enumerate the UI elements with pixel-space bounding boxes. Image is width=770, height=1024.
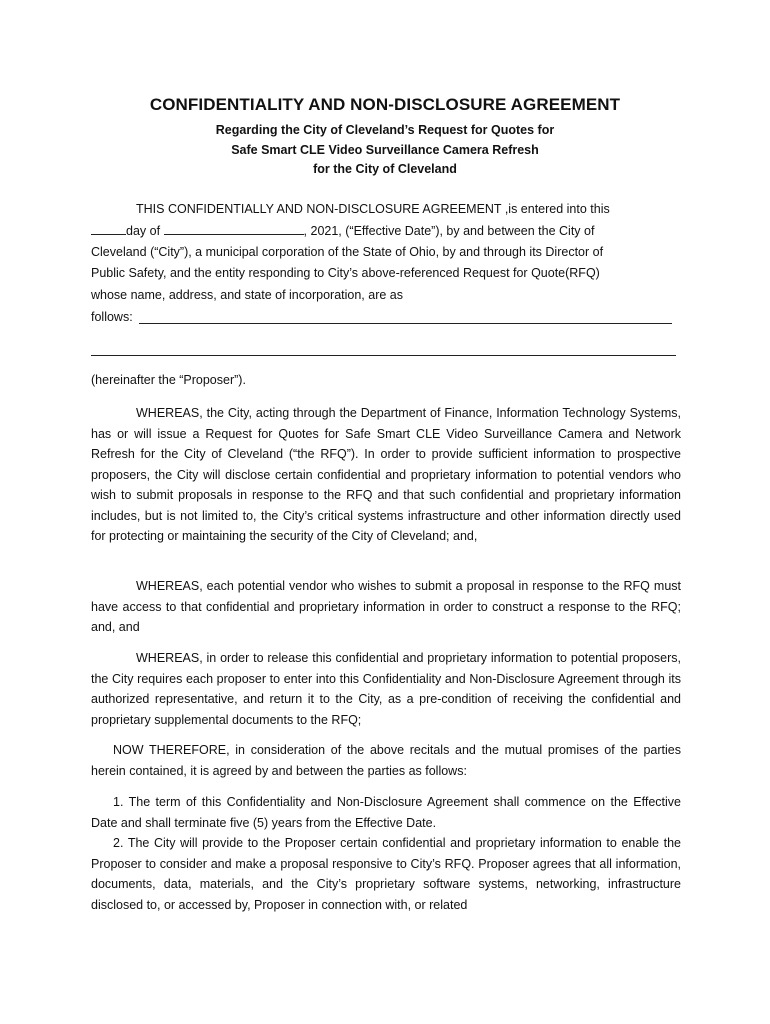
clause-1-text: 1. The term of this Confidentiality and Non-Disclosure Agreement shall commence on the Effective Date and shall terminate five (5) years from the Effective Date. — [91, 795, 681, 830]
now-therefore-text: NOW THEREFORE, in consideration of the above recitals and the mutual promises of the parties herein contained, it is agreed by and between the parties as follows: — [91, 743, 681, 778]
intro-line-2 — [91, 222, 681, 239]
whereas-1-text: WHEREAS, the City, acting through the Department of Finance, Information Technology Systems, has or will issue a Request for Quotes for Safe Smart CLE Video Surveillance Camera and Network Refresh for the City of Cleveland (“the RFQ”). In order to provide sufficient information to prospective proposers, the City will disclose certain confidential and proprietary information to potential vendors who wish to submit proposals in response to the RFQ and that such confidential and proprietary information includes, but is not limited to, the City’s critical systems infrastructure and other information directly used for protecting or maintaining the security of the City of Cleveland; and, — [91, 406, 681, 543]
intro-day-of: day of — [126, 224, 161, 238]
subtitle-line-1: Regarding the City of Cleveland’s Request for Quotes for — [215, 123, 555, 137]
intro-line-3: Cleveland (“City”), a municipal corporation of the State of Ohio, by and through its Director of — [91, 245, 604, 259]
subtitle-line-2: Safe Smart CLE Video Surveillance Camera Refresh — [231, 143, 539, 157]
subtitle-line-3: for the City of Cleveland — [313, 162, 457, 176]
intro-line-5: whose name, address, and state of incorporation, are as — [91, 288, 403, 302]
document-title: CONFIDENTIALITY AND NON-DISCLOSURE AGREEMENT — [149, 95, 621, 114]
clause-1 — [91, 792, 681, 833]
intro-effective-date: , 2021, (“Effective Date”), by and between the City of — [303, 224, 595, 238]
now-therefore — [91, 740, 681, 781]
intro-line-7: (hereinafter the “Proposer”). — [91, 373, 246, 387]
blank-month — [164, 222, 304, 235]
whereas-3 — [91, 648, 681, 730]
intro-line-1: THIS CONFIDENTIALLY AND NON-DISCLOSURE AGREEMENT ,is entered into this — [136, 202, 610, 216]
clause-2-text: 2. The City will provide to the Proposer certain confidential and proprietary information to enable the Proposer to consider and make a proposal responsive to City’s RFQ. Proposer agrees that all information, documents, data, materials, and the City’s proprietary software systems, networking, infrastructure disclosed to, or accessed by, Proposer in connection with, or related — [91, 836, 681, 912]
blank-day — [91, 222, 126, 235]
intro-line-4: Public Safety, and the entity responding to City’s above-referenced Request for Quote(RFQ) — [91, 266, 600, 280]
whereas-2-text: WHEREAS, each potential vendor who wishes to submit a proposal in response to the RFQ must have access to that confidential and proprietary information in order to construct a response to the RFQ; and, and — [91, 579, 681, 634]
clause-2 — [91, 833, 681, 915]
intro-follows: follows: — [91, 310, 133, 324]
whereas-2 — [91, 576, 681, 638]
proposer-info-line-2 — [91, 355, 676, 356]
whereas-3-text: WHEREAS, in order to release this confidential and proprietary information to potential proposers, the City requires each proposer to enter into this Confidentiality and Non-Disclosure Agreement through its authorized representative, and return it to the City, as a pre-condition of receiving the confidential and proprietary supplemental documents to the RFQ; — [91, 651, 681, 727]
whereas-1 — [91, 403, 681, 547]
proposer-info-line-1 — [139, 323, 672, 324]
